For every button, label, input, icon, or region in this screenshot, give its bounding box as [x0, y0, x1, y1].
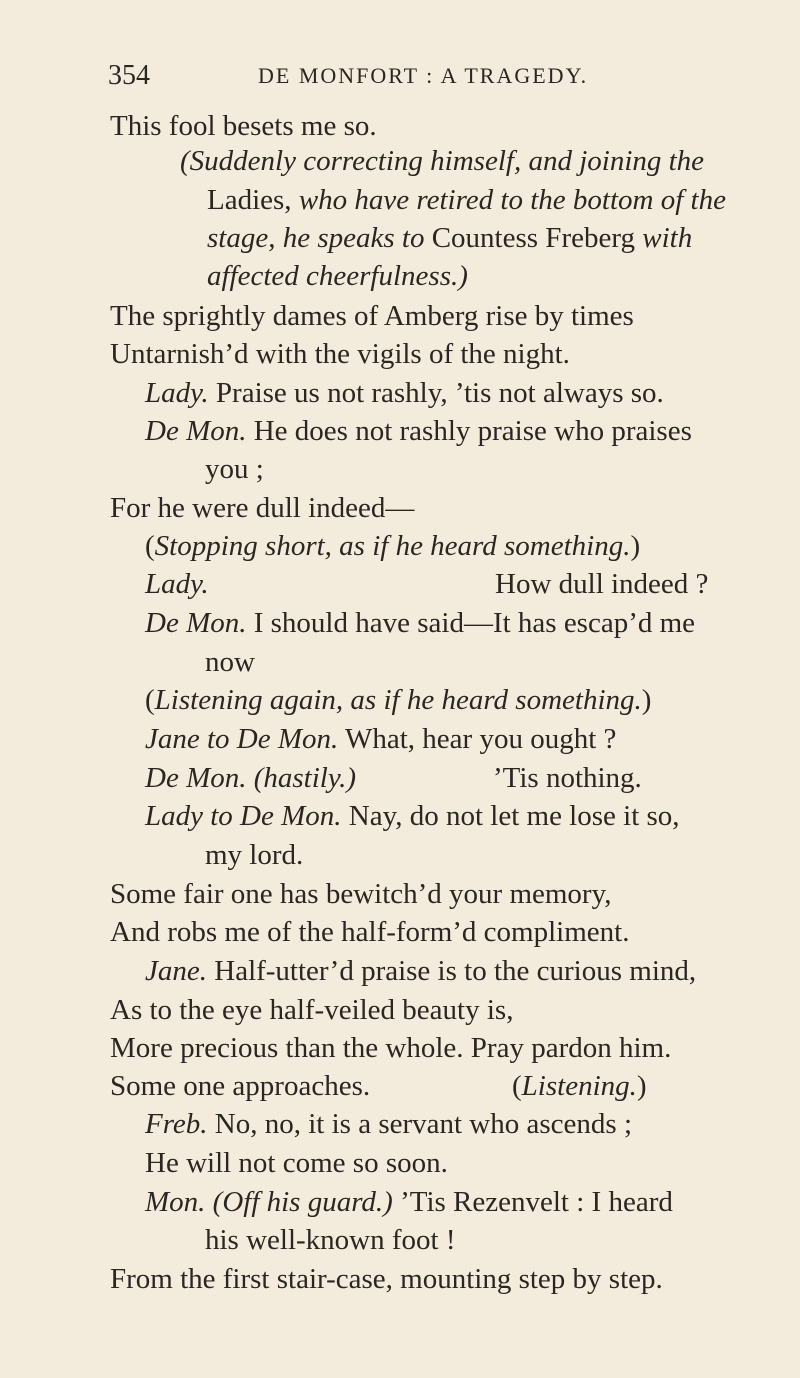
roman-text: ) [636, 1070, 647, 1102]
italic-text: De Mon. [145, 415, 247, 447]
roman-text: Countess Freberg [424, 222, 643, 254]
text-line [110, 108, 377, 144]
italic-text: affected cheerfulness.) [207, 260, 468, 292]
text-line [110, 876, 611, 912]
text-line [207, 220, 692, 256]
running-header [108, 60, 728, 100]
roman-text: The sprightly dames of Amberg rise by times [110, 300, 634, 332]
roman-text: For he were dull indeed— [110, 492, 415, 524]
roman-text: What, hear you ought ? [338, 723, 617, 755]
italic-text: Listening again, as if he heard something. [154, 684, 642, 716]
roman-text: ) [641, 684, 652, 716]
italic-text: De Mon. (hastily.) [145, 762, 357, 794]
italic-text: Listening. [521, 1070, 637, 1102]
roman-text: No, no, it is a servant who ascends ; [207, 1108, 632, 1140]
text-line [110, 490, 414, 526]
text-line [145, 721, 616, 757]
page-number: 354 [108, 60, 150, 91]
roman-text: ( [512, 1070, 522, 1102]
roman-text: his well-known foot ! [205, 1224, 456, 1256]
italic-text: (Suddenly correcting himself, and joining the [180, 145, 705, 177]
roman-text: Some fair one has bewitch’d your memory, [110, 878, 612, 910]
text-line [110, 336, 570, 372]
roman-text: Praise us not rashly, ’tis not always so. [208, 377, 664, 409]
text-line [145, 760, 356, 796]
roman-text: How dull indeed ? [495, 568, 709, 600]
italic-text: Lady. [145, 377, 209, 409]
text-line [145, 798, 680, 834]
roman-text: And robs me of the half-form’d compliment. [110, 916, 630, 948]
text-line [495, 566, 708, 602]
text-line [493, 760, 642, 796]
italic-text: Mon. (Off his guard.) [145, 1186, 393, 1218]
running-title: DE MONFORT : A TRAGEDY. [258, 63, 589, 88]
roman-text: my lord. [205, 839, 304, 871]
text-line [145, 375, 664, 411]
italic-text: Lady. [145, 568, 209, 600]
italic-text: Jane to De Mon. [145, 723, 339, 755]
roman-text: Some one approaches. [110, 1070, 371, 1102]
text-line [110, 914, 629, 950]
roman-text: Half-utter’d praise is to the curious mind, [207, 955, 697, 987]
roman-text: you ; [205, 453, 264, 485]
text-line [145, 1106, 632, 1142]
roman-text: Ladies, [207, 184, 299, 216]
text-line [110, 992, 513, 1028]
italic-text: who have retired to the bottom of the [298, 184, 726, 216]
text-line [110, 298, 634, 334]
text-line [512, 1068, 647, 1104]
text-line [207, 258, 468, 294]
text-line [145, 1145, 448, 1181]
roman-text: ( [145, 530, 155, 562]
text-line [145, 566, 209, 602]
roman-text: ( [145, 684, 155, 716]
italic-text: Stopping short, as if he heard something. [154, 530, 631, 562]
text-line [110, 1068, 370, 1104]
roman-text: I should have said—It has escap’d me [246, 607, 696, 639]
roman-text: As to the eye half-veiled beauty is, [110, 994, 514, 1026]
roman-text: This fool besets me so. [110, 110, 377, 142]
text-line [145, 953, 696, 989]
text-line [207, 182, 726, 218]
text-line [145, 413, 692, 449]
italic-text: De Mon. [145, 607, 247, 639]
roman-text: now [205, 646, 255, 678]
roman-text: He will not come so soon. [145, 1147, 448, 1179]
italic-text: Jane. [145, 955, 207, 987]
text-line [110, 1030, 671, 1066]
italic-text: with [642, 222, 693, 254]
roman-text: ) [630, 530, 641, 562]
roman-text: ’Tis Rezenvelt : I heard [392, 1186, 673, 1218]
text-line [205, 1222, 456, 1258]
text-line [205, 451, 264, 487]
text-line [145, 528, 640, 564]
text-line [145, 1184, 673, 1220]
roman-text: ’Tis nothing. [493, 762, 642, 794]
roman-text: He does not rashly praise who praises [246, 415, 692, 447]
roman-text: More precious than the whole. Pray pardon him. [110, 1032, 672, 1064]
italic-text: Lady to De Mon. [145, 800, 342, 832]
italic-text: Freb. [145, 1108, 208, 1140]
text-line [180, 143, 704, 179]
roman-text: Untarnish’d with the vigils of the night. [110, 338, 570, 370]
roman-text: Nay, do not let me lose it so, [341, 800, 680, 832]
text-line [205, 837, 303, 873]
text-line [145, 682, 651, 718]
text-line [110, 1261, 663, 1297]
text-line [205, 644, 255, 680]
roman-text: From the first stair-case, mounting step by step. [110, 1263, 663, 1295]
text-line [145, 605, 695, 641]
italic-text: stage, he speaks to [207, 222, 425, 254]
